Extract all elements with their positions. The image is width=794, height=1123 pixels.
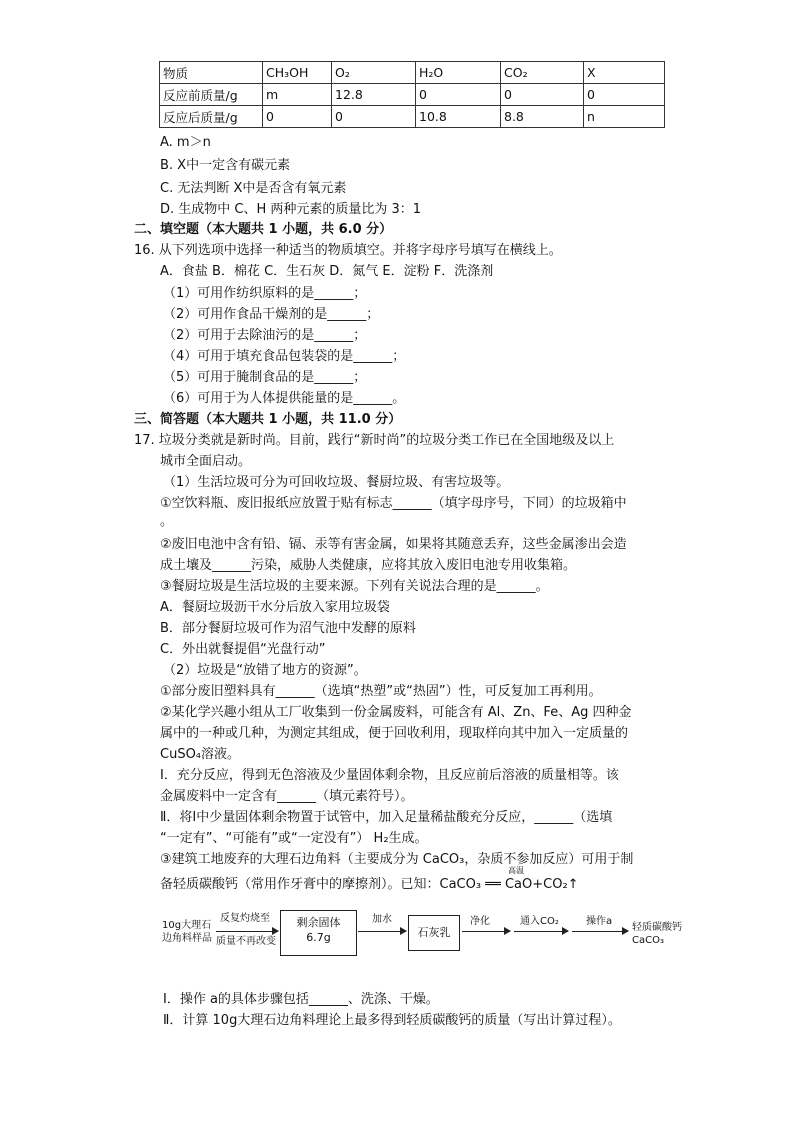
q17-line: 17. 垃圾分类就是新时尚。目前，践行“新时尚”的垃圾分类工作已在全国地级及以上	[134, 433, 615, 448]
table-cell: 0	[416, 84, 501, 106]
q16-item: （5）可用于腌制食品的是______；	[163, 370, 367, 385]
table-cell: n	[584, 106, 665, 128]
table-cell: CO₂	[501, 62, 584, 84]
table-row	[160, 106, 665, 128]
q17-line: 。	[160, 514, 174, 529]
q17-final-line: Ⅰ．操作 a的具体步骤包括______、洗涤、干燥。	[163, 992, 439, 1007]
q17-line: 城市全面启动。	[160, 454, 252, 469]
section-heading-fill-blank: 二、填空题（本大题共 1 小题，共 6.0 分）	[134, 222, 393, 237]
q17-final-line: Ⅱ．计算 10g大理石边角料理论上最多得到轻质碳酸钙的质量（写出计算过程）。	[163, 1013, 621, 1028]
flow-arrow1-top-label: 反复灼烧至	[220, 913, 270, 924]
table-cell: CH₃OH	[263, 62, 332, 84]
q16-item: （6）可用于为人体提供能量的是______。	[163, 391, 406, 406]
q16-item: （2）可用于去除油污的是______；	[163, 328, 367, 343]
table-cell: 0	[584, 84, 665, 106]
reaction-mass-table	[159, 61, 665, 128]
table-cell: 0	[263, 106, 332, 128]
q17-line: 成土壤及______污染，威胁人类健康，应将其放入废旧电池专用收集箱。	[160, 558, 577, 573]
flow-arrow	[462, 931, 510, 932]
table-cell: m	[263, 84, 332, 106]
q17-line: A．餐厨垃圾沥干水分后放入家用垃圾袋	[160, 600, 390, 615]
q17-line: ③建筑工地废弃的大理石边角料（主要成分为 CaCO₃，杂质不参加反应）可用于制	[160, 852, 634, 867]
flow-arrow	[216, 931, 278, 932]
q17-line: C．外出就餐提倡“光盘行动”	[160, 642, 326, 657]
flow-arrow2-label: 加水	[372, 914, 392, 925]
process-flow-diagram	[162, 905, 682, 965]
q17-line: Ⅱ．将Ⅰ中少量固体剩余物置于试管中，加入足量稀盐酸充分反应，______（选填	[160, 810, 613, 825]
q17-line: ③餐厨垃圾是生活垃圾的主要来源。下列有关说法合理的是______。	[160, 579, 549, 594]
flow-arrow1-bottom-label: 质量不再改变	[216, 936, 276, 947]
flow-box-residue: 剩余固体 6.7g	[280, 910, 357, 956]
table-cell: 0	[501, 84, 584, 106]
table-cell: 8.8	[501, 106, 584, 128]
q17-line: （1）生活垃圾可分为可回收垃圾、餐厨垃圾、有害垃圾等。	[163, 475, 510, 490]
table-cell: 反应前质量/g	[160, 84, 263, 106]
section-heading-short-answer: 三、简答题（本大题共 1 小题，共 11.0 分）	[134, 412, 402, 427]
q17-line: 属中的一种或几种，为测定其组成，便于回收利用，现取样向其中加入一定质量的	[160, 726, 629, 741]
table-cell: 0	[332, 106, 416, 128]
q17-line: ①空饮料瓶、废旧报纸应放置于贴有标志______（填字母序号，下同）的垃圾箱中	[160, 496, 627, 511]
q16-options: A．食盐 B．棉花 C．生石灰 D．氮气 E．淀粉 F．洗涤剂	[160, 264, 494, 279]
q15-option-d: D. 生成物中 C、H 两种元素的质量比为 3：1	[160, 202, 422, 217]
q15-option-b: B. X中一定含有碳元素	[160, 158, 291, 173]
q17-line: “一定有”、“可能有”或“一定没有”） H₂生成。	[160, 831, 428, 846]
table-header-row	[160, 62, 665, 84]
table-cell: 反应后质量/g	[160, 106, 263, 128]
q17-line: （2）垃圾是“放错了地方的资源”。	[163, 663, 367, 678]
flow-start-label: 10g大理石 边角料样品	[162, 920, 212, 944]
table-cell: X	[584, 62, 665, 84]
flow-arrow	[514, 931, 568, 932]
q17-line: Ⅰ．充分反应，得到无色溶液及少量固体剩余物，且反应前后溶液的质量相等。该	[160, 768, 619, 783]
q17-line: CuSO₄溶液。	[160, 747, 241, 762]
q17-line: 金属废料中一定含有______（填元素符号）。	[160, 789, 414, 804]
q16-item: （4）可用于填充食品包装袋的是______；	[163, 349, 406, 364]
q17-line: 备轻质碳酸钙（常用作牙膏中的摩擦剂）。已知：CaCO₃ ══ CaO+CO₂↑	[160, 877, 579, 892]
reaction-condition: 高温	[508, 866, 524, 875]
q16-item: （1）可用作纺织原料的是______；	[163, 286, 367, 301]
q15-option-a: A. m＞n	[160, 135, 211, 150]
table-cell: 物质	[160, 62, 263, 84]
q17-line: ②废旧电池中含有铅、镉、汞等有害金属，如果将其随意丢弃，这些金属渗出会造	[160, 537, 627, 552]
q17-line: B．部分餐厨垃圾可作为沼气池中发酵的原料	[160, 621, 416, 636]
flow-step-co2: 通入CO₂	[520, 916, 559, 927]
flow-box-lime-milk: 石灰乳	[408, 915, 460, 951]
flow-end-label: 轻质碳酸钙 CaCO₃	[632, 922, 682, 946]
q15-option-c: C. 无法判断 X中是否含有氧元素	[160, 181, 347, 196]
table-cell: O₂	[332, 62, 416, 84]
q16-item: （2）可用作食品干燥剂的是______；	[163, 307, 380, 322]
table-row	[160, 84, 665, 106]
table-cell: 12.8	[332, 84, 416, 106]
flow-arrow	[572, 931, 628, 932]
q17-line: ①部分废旧塑料具有______（选填“热塑”或“热固”）性，可反复加工再利用。	[160, 684, 602, 699]
q17-line: ②某化学兴趣小组从工厂收集到一份金属废料，可能含有 Al、Zn、Fe、Ag 四种金	[160, 705, 632, 720]
table-cell: H₂O	[416, 62, 501, 84]
flow-step-operation-a: 操作a	[586, 916, 613, 927]
table-cell: 10.8	[416, 106, 501, 128]
flow-step-purify: 净化	[470, 916, 490, 927]
q16-stem: 16. 从下列选项中选择一种适当的物质填空。并将字母序号填写在横线上。	[134, 243, 562, 258]
flow-arrow	[358, 931, 406, 932]
